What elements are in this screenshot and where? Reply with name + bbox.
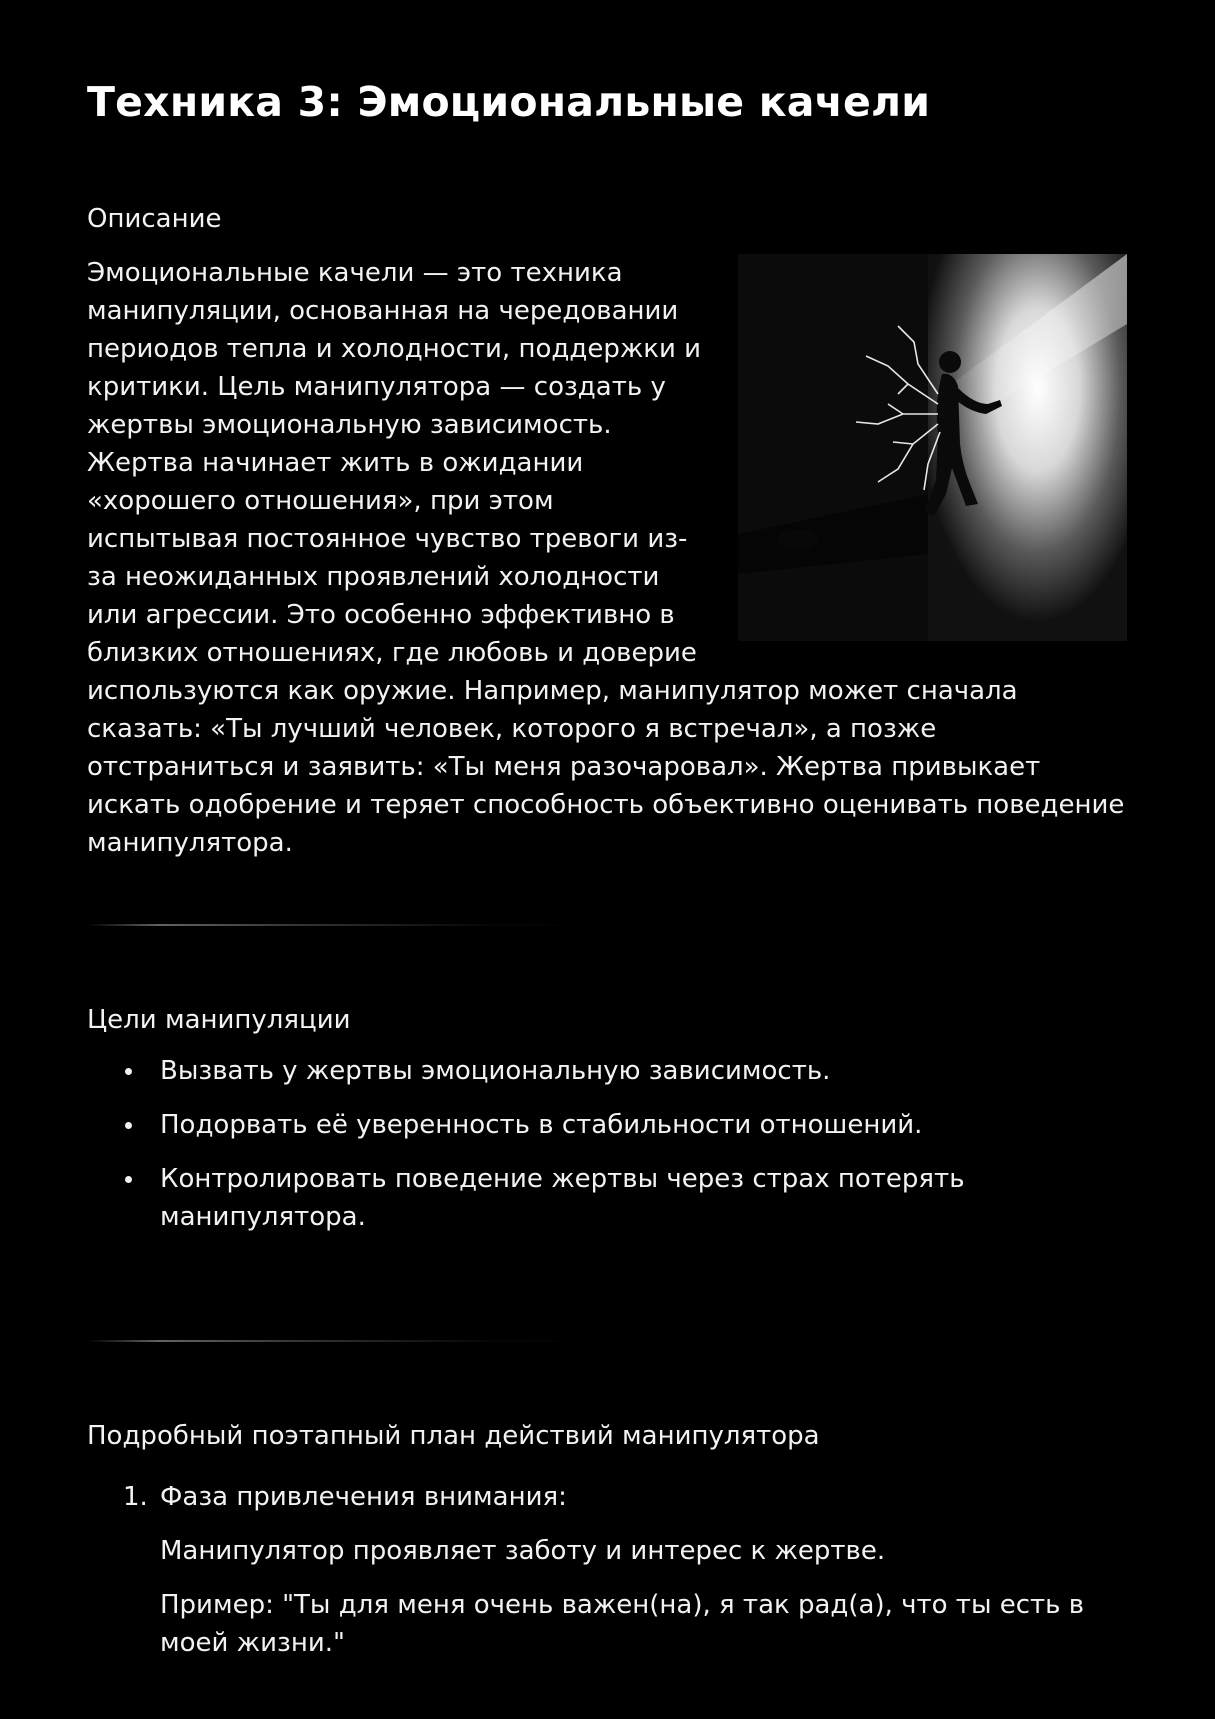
illustration-image: [738, 254, 1127, 641]
step-paragraph: Манипулятор проявляет заботу и интерес к жертве.: [160, 1536, 886, 1566]
list-item: [87, 1052, 1087, 1090]
section-divider: [87, 924, 987, 926]
goal-text: Подорвать её уверенность в стабильности отношений.: [160, 1110, 923, 1140]
bullet-icon: [125, 1122, 132, 1129]
bullet-icon: [125, 1068, 132, 1075]
plan-heading: Подробный поэтапный план действий манипулятора: [87, 1421, 820, 1451]
step-title: [87, 1478, 1127, 1516]
goal-text: Контролировать поведение жертвы через страх потерять манипулятора.: [160, 1164, 965, 1232]
step-paragraph: Пример: "Ты для меня очень важен(на), я так рад(а), что ты есть в моей жизни.": [160, 1590, 1085, 1658]
list-item: [87, 1106, 1087, 1144]
section-divider: [87, 1340, 987, 1342]
goals-list: [87, 1052, 1087, 1252]
page-title: Техника 3: Эмоциональные качели: [87, 78, 931, 126]
description-text: Эмоциональные качели — это техника манипуляции, основанная на чередовании периодов тепла и холодности, поддержки и критики. Цель манипулятора — создать у жертвы эмоциональную зависимость. Жертва начинает жить в ожидании «хорошего отношения», при этом испытывая постоянное чувство тревоги из-за неожиданных проявлений холодности или агрессии. Это особенно эффективно в близких отношениях, где любовь и доверие используются как оружие. Например, манипулятор может сначала сказать: «Ты лучший человек, которого я встречал», а позже отстраниться и заявить: «Ты меня разочаровал». Жертва привыкает искать одобрение и теряет способность объективно оценивать поведение манипулятора.: [87, 258, 1125, 858]
plan-steps: [87, 1478, 1127, 1662]
goals-heading: Цели манипуляции: [87, 1005, 351, 1035]
step-title-text: Фаза привлечения внимания:: [160, 1482, 567, 1512]
bullet-icon: [125, 1176, 132, 1183]
description-heading: Описание: [87, 204, 222, 234]
description-section: [87, 254, 1127, 862]
goal-text: Вызвать у жертвы эмоциональную зависимость.: [160, 1056, 831, 1086]
list-item: [87, 1160, 1087, 1236]
step-number: 1.: [123, 1482, 148, 1512]
